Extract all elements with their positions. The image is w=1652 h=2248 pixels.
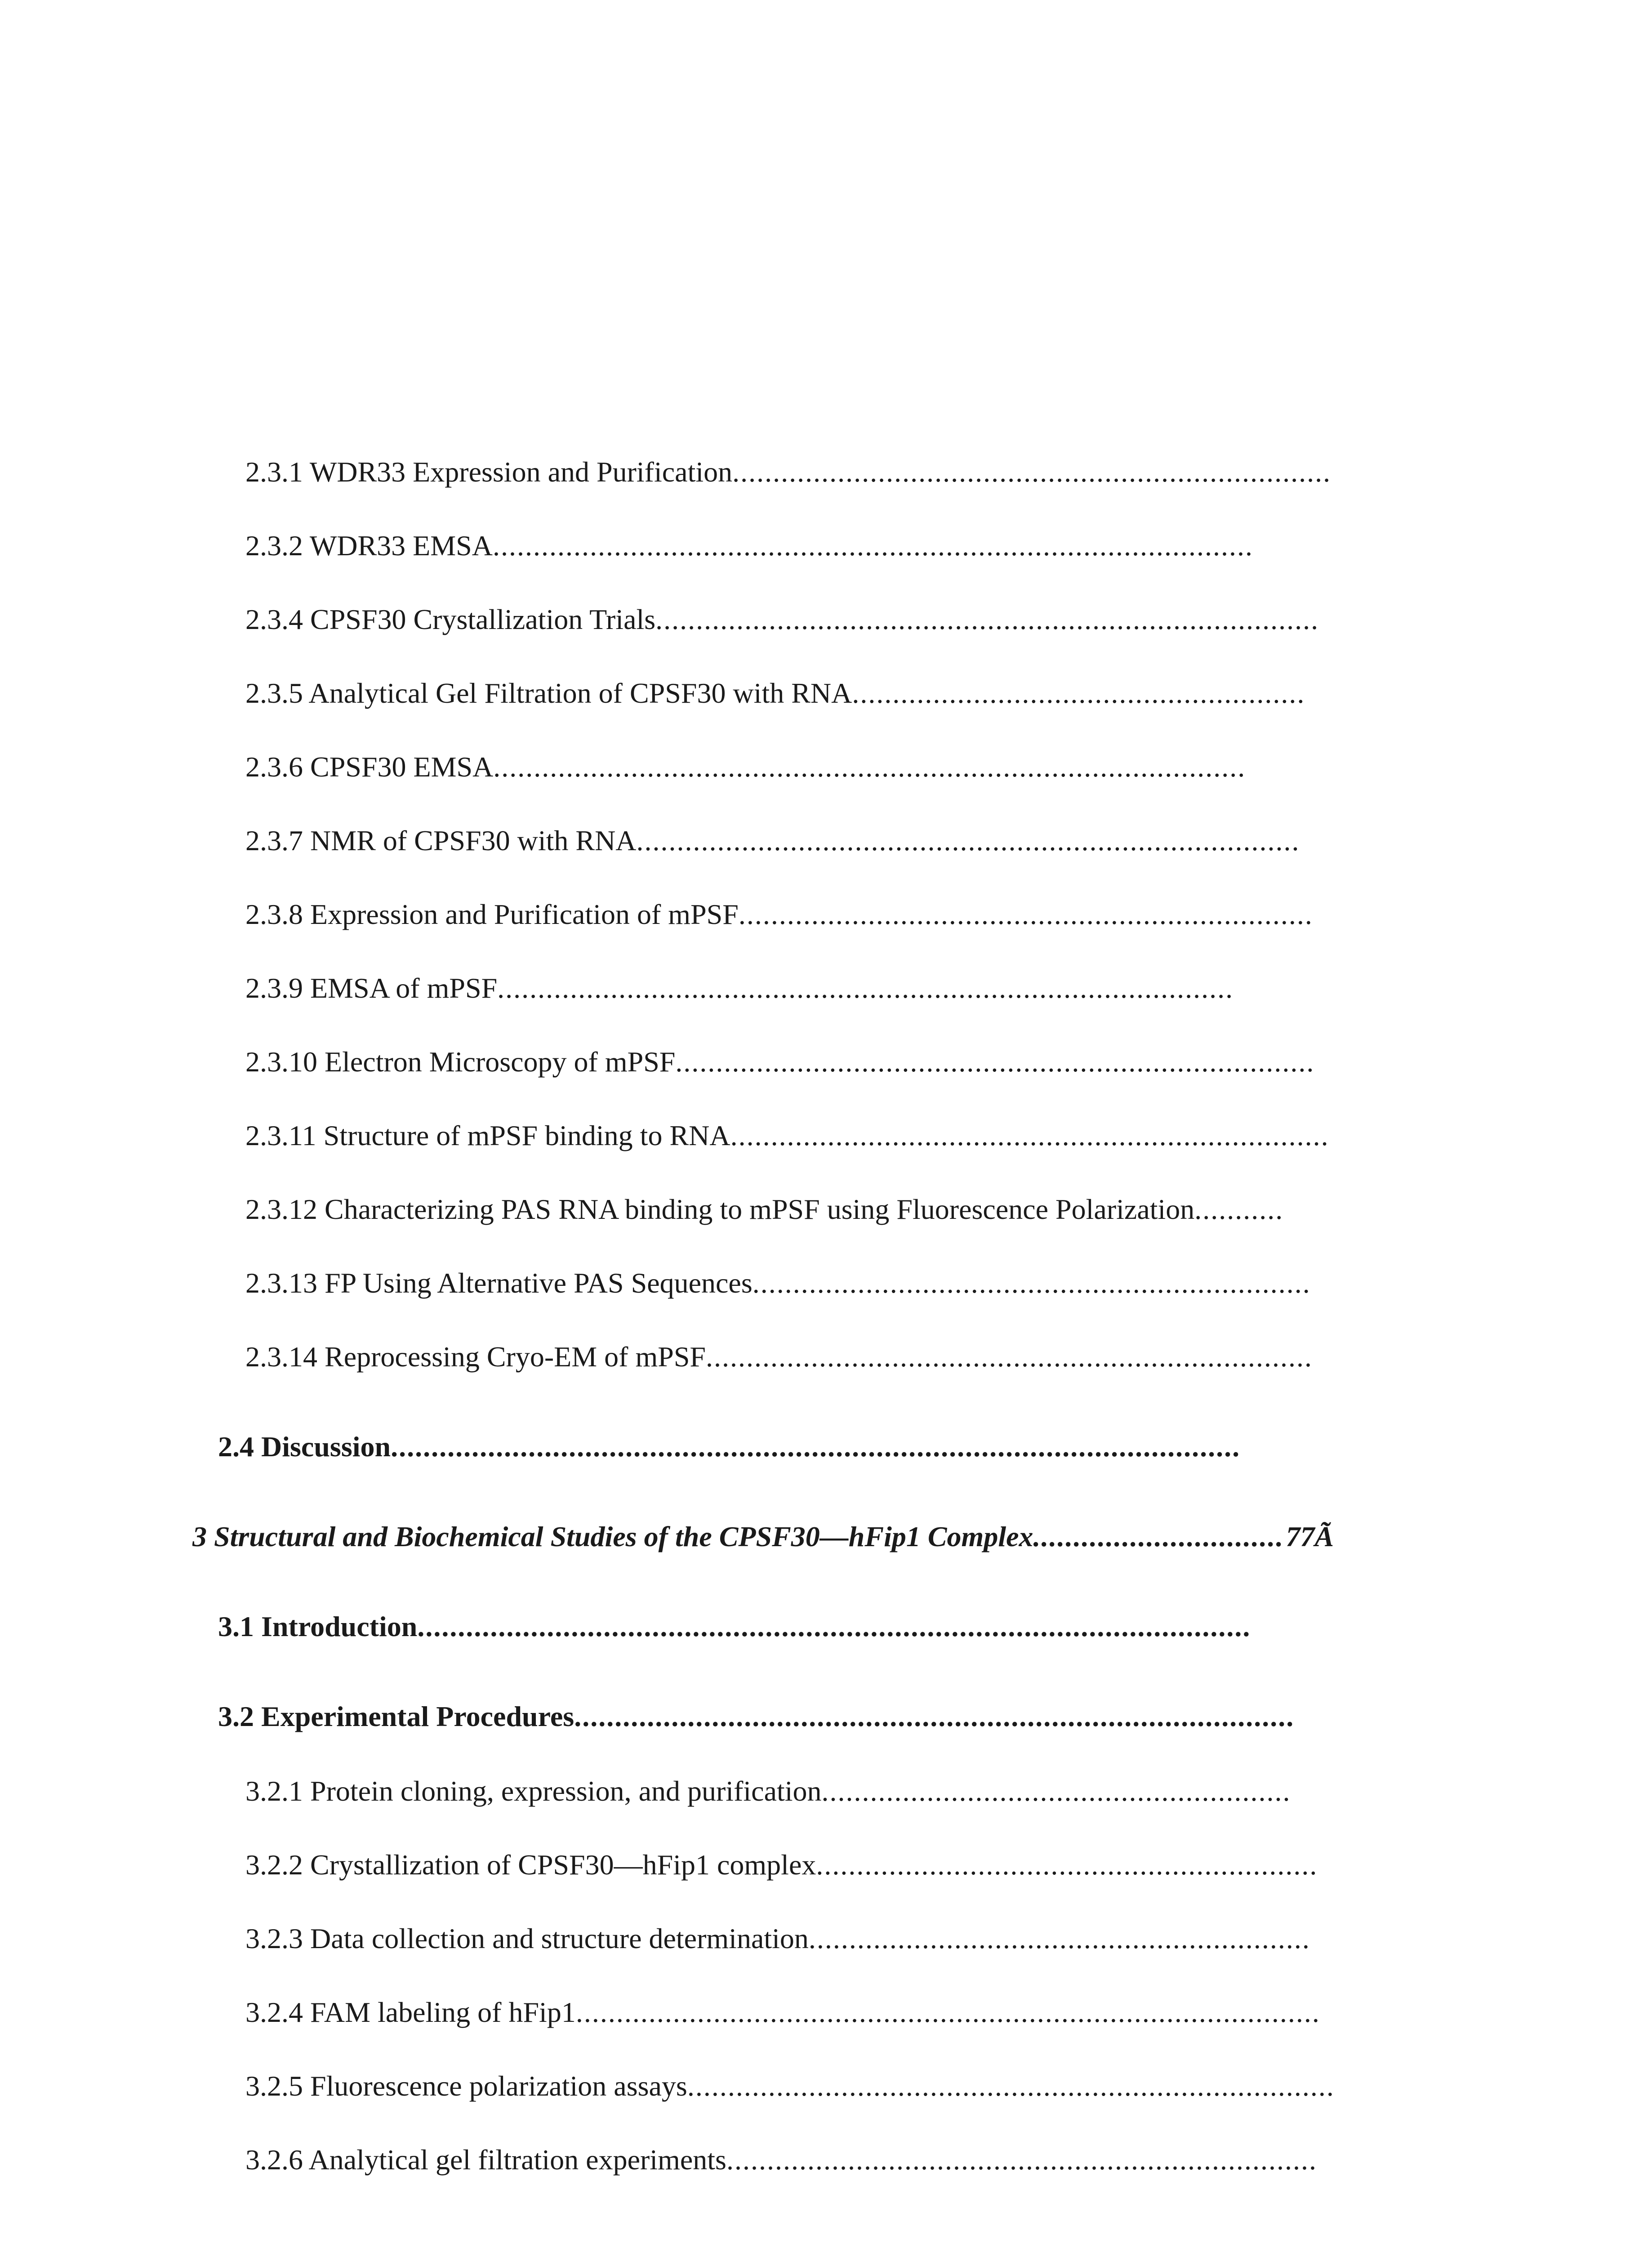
toc-leader-dots: ........................................................ [852, 677, 1305, 709]
toc-leader-dots: ............................................................................................. [493, 751, 1246, 783]
toc-entry-title: 3.2.4 FAM labeling of hFip1 [245, 1996, 576, 2028]
toc-entry-2-3-13 [245, 1263, 1423, 1303]
toc-entry-3-2-5 [245, 2066, 1423, 2106]
toc-entry-2-3-8 [245, 894, 1421, 935]
toc-leader-dots: .......................................................................... [732, 456, 1331, 488]
toc-entry-2-3-5 [245, 673, 1423, 714]
toc-entry-title: 2.3.14 Reprocessing Cryo-EM of mPSF [245, 1341, 706, 1373]
toc-entry-2-3-1 [245, 452, 1423, 492]
toc-entry-title: 3.2.3 Data collection and structure determination [245, 1922, 809, 1954]
toc-entry-2-3-12 [245, 1189, 1432, 1230]
toc-leader-dots: ......................................................................... [726, 2144, 1317, 2176]
toc-leader-dots: .......................................................................... [730, 1120, 1329, 1151]
toc-entry-title: 2.3.9 EMSA of mPSF [245, 972, 498, 1004]
toc-entry-2-3-4 [245, 599, 1421, 640]
toc-entry-2-4 [218, 1427, 1418, 1467]
toc-entry-title: 2.3.10 Electron Microscopy of mPSF [245, 1046, 676, 1078]
toc-entry-3-2-6 [245, 2140, 1419, 2180]
toc-entry-title: 2.3.13 FP Using Alternative PAS Sequences [245, 1267, 753, 1299]
toc-leader-dots: ..................................................................... [752, 1267, 1311, 1299]
toc-entry-title: 3.1 Introduction [218, 1610, 418, 1642]
toc-entry-title: 3 Structural and Biochemical Studies of the CPSF30—hFip1 Complex [192, 1521, 1033, 1552]
toc-entry-title: 2.3.2 WDR33 EMSA [245, 530, 493, 562]
toc-entry-title: 2.4 Discussion [218, 1431, 391, 1463]
toc-entry-title: 2.3.11 Structure of mPSF binding to RNA [245, 1120, 730, 1151]
toc-leader-dots: .............................................................. [816, 1849, 1318, 1881]
toc-entry-2-3-6 [245, 747, 1419, 787]
toc-leader-dots: ......................................................................................... [574, 1700, 1295, 1732]
toc-entry-title: 3.2 Experimental Procedures [218, 1700, 574, 1732]
toc-leader-dots: .................................................................................. [636, 825, 1300, 856]
toc-leader-dots: .............................................................. [808, 1922, 1310, 1954]
toc-entry-title: 3.2.5 Fluorescence polarization assays [245, 2070, 687, 2102]
toc-entry-title: 2.3.1 WDR33 Expression and Purification [245, 456, 733, 488]
toc-entry-title: 2.3.7 NMR of CPSF30 with RNA [245, 825, 637, 856]
toc-leader-dots: ............................................................................................ [575, 1996, 1320, 2028]
toc-entry-title: 2.3.8 Expression and Purification of mPSF [245, 898, 739, 930]
toc-page-number: 77Ã [1286, 1521, 1334, 1552]
toc-leader-dots: .......................................................... [821, 1775, 1291, 1807]
toc-leader-dots: ............................... [1033, 1521, 1284, 1552]
toc-entry-title: 2.3.6 CPSF30 EMSA [245, 751, 494, 783]
toc-entry-3-2 [218, 1696, 1420, 1737]
toc-entry-2-3-9 [245, 968, 1410, 1008]
toc-leader-dots: ........................................................................................... [497, 972, 1234, 1004]
toc-leader-dots: ........... [1194, 1193, 1284, 1225]
toc-entry-title: 3.2.6 Analytical gel filtration experiments [245, 2144, 726, 2176]
toc-leader-dots: ....................................................................... [738, 898, 1313, 930]
toc-leader-dots: ................................................................................ [687, 2070, 1335, 2102]
toc-entry-3-2-1 [245, 1771, 1419, 1811]
toc-entry-2-3-14 [245, 1337, 1419, 1377]
toc-entry-3-2-2 [245, 1845, 1419, 1885]
toc-entry-2-3-7 [245, 821, 1419, 861]
toc-entry-2-3-10 [245, 1042, 1419, 1082]
toc-entry-2-3-11 [245, 1115, 1421, 1156]
toc-leader-dots: ........................................................................... [706, 1341, 1313, 1373]
toc-leader-dots: ............................................................................... [675, 1046, 1315, 1078]
toc-leader-dots: .................................................................................. [655, 603, 1319, 635]
toc-entry-chapter-3 [192, 1517, 1518, 1557]
toc-entry-title: 2.3.12 Characterizing PAS RNA binding to mPSF using Fluorescence Polarization [245, 1193, 1195, 1225]
toc-entry-3-1 [218, 1606, 1418, 1647]
toc-entry-title: 3.2.1 Protein cloning, expression, and purification [245, 1775, 822, 1807]
toc-entry-title: 3.2.2 Crystallization of CPSF30—hFip1 complex [245, 1849, 816, 1881]
toc-leader-dots: ....................................................................................................... [417, 1610, 1251, 1642]
toc-entry-2-3-2 [245, 526, 1419, 566]
toc-entry-title: 2.3.4 CPSF30 Crystallization Trials [245, 603, 656, 635]
toc-leader-dots: ......................................................................................................... [391, 1431, 1241, 1463]
toc-entry-3-2-4 [245, 1992, 1421, 2033]
toc-leader-dots: .............................................................................................. [492, 530, 1253, 562]
toc-entry-title: 2.3.5 Analytical Gel Filtration of CPSF30 with RNA [245, 677, 852, 709]
toc-entry-3-2-3 [245, 1918, 1430, 1959]
